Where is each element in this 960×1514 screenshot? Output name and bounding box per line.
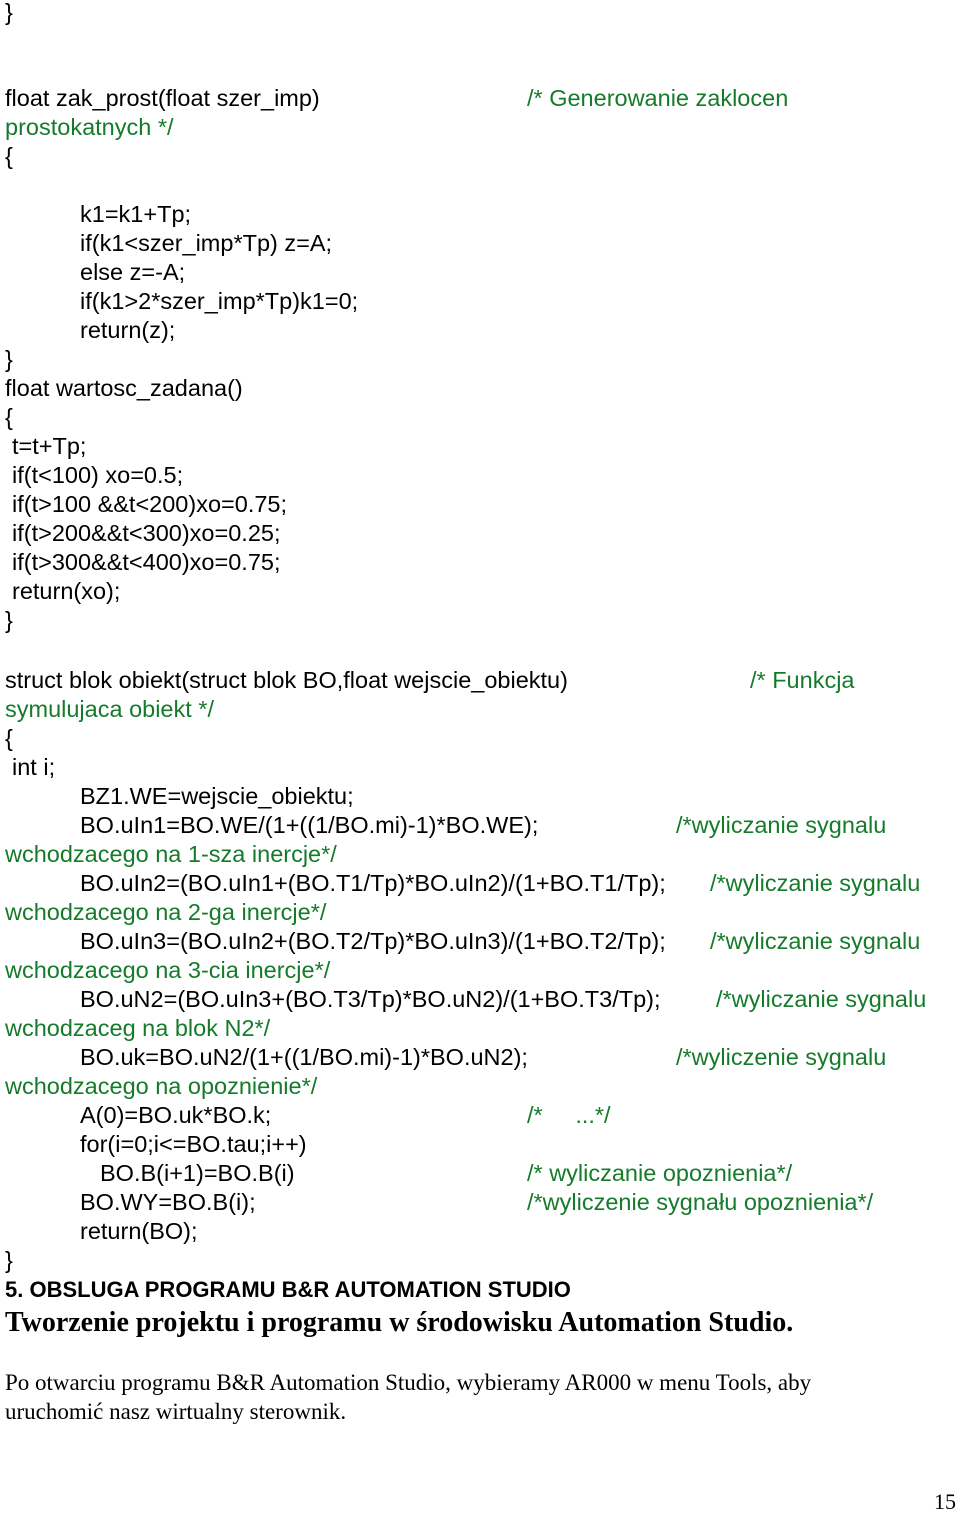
code-comment: /*wyliczanie sygnalu	[676, 812, 887, 838]
code-comment: prostokatnych */	[5, 114, 174, 140]
code-line: BO.WY=BO.B(i);	[80, 1189, 256, 1215]
code-line: if(t>100 &&t<200)xo=0.75;	[12, 491, 288, 517]
code-line: }	[5, 1247, 13, 1273]
code-comment: /*wyliczenie sygnalu	[676, 1044, 887, 1070]
code-comment: /* Funkcja	[750, 667, 855, 693]
code-line: int i;	[12, 754, 56, 780]
code-line: {	[5, 404, 13, 430]
paragraph-line: uruchomić nasz wirtualny sterownik.	[5, 1399, 347, 1424]
code-line: BO.uk=BO.uN2/(1+((1/BO.mi)-1)*BO.uN2);	[80, 1044, 528, 1070]
code-line: }	[5, 607, 13, 633]
code-line: {	[5, 143, 13, 169]
code-line: else z=-A;	[80, 259, 186, 285]
code-line: BO.uIn3=(BO.uIn2+(BO.T2/Tp)*BO.uIn3)/(1+BO.T2/Tp);	[80, 928, 666, 954]
code-line: }	[5, 346, 13, 372]
code-comment: /*wyliczanie sygnalu	[710, 928, 921, 954]
code-line: for(i=0;i<=BO.tau;i++)	[80, 1131, 307, 1157]
code-line: struct blok obiekt(struct blok BO,float wejscie_obiektu)	[5, 667, 568, 693]
code-comment: /* ...*/	[527, 1102, 611, 1128]
code-line: BZ1.WE=wejscie_obiektu;	[80, 783, 354, 809]
code-line: return(z);	[80, 317, 176, 343]
code-line: {	[5, 725, 13, 751]
code-line: BO.uIn1=BO.WE/(1+((1/BO.mi)-1)*BO.WE);	[80, 812, 539, 838]
code-line: float zak_prost(float szer_imp)	[5, 85, 320, 111]
code-comment: /* wyliczanie opoznienia*/	[527, 1160, 793, 1186]
code-comment: /*wyliczenie sygnału opoznienia*/	[527, 1189, 874, 1215]
code-line: k1=k1+Tp;	[80, 201, 192, 227]
page-number: 15	[934, 1489, 956, 1514]
code-comment: wchodzacego na 1-sza inercje*/	[5, 841, 337, 867]
code-comment: wchodzacego na 2-ga inercje*/	[5, 899, 327, 925]
code-comment: wchodzacego na opoznienie*/	[5, 1073, 318, 1099]
code-line: BO.B(i+1)=BO.B(i)	[100, 1160, 295, 1186]
code-comment: symulujaca obiekt */	[5, 696, 214, 722]
code-comment: /*wyliczanie sygnalu	[710, 870, 921, 896]
code-comment: /*wyliczanie sygnalu	[716, 986, 927, 1012]
code-line: return(BO);	[80, 1218, 198, 1244]
code-line: BO.uN2=(BO.uIn3+(BO.T3/Tp)*BO.uN2)/(1+BO.T3/Tp);	[80, 986, 661, 1012]
section-subheading: Tworzenie projektu i programu w środowisku Automation Studio.	[5, 1307, 794, 1338]
code-line: }	[5, 0, 13, 25]
code-comment: /* Generowanie zaklocen	[527, 85, 789, 111]
code-line: float wartosc_zadana()	[5, 375, 243, 401]
code-line: if(t<100) xo=0.5;	[12, 462, 184, 488]
code-line: if(k1>2*szer_imp*Tp)k1=0;	[80, 288, 359, 314]
section-heading: 5. OBSLUGA PROGRAMU B&R AUTOMATION STUDIO	[5, 1277, 571, 1302]
code-comment: wchodzaceg na blok N2*/	[5, 1015, 271, 1041]
code-line: if(t>300&&t<400)xo=0.75;	[12, 549, 281, 575]
code-line: if(k1<szer_imp*Tp) z=A;	[80, 230, 333, 256]
code-line: t=t+Tp;	[12, 433, 87, 459]
code-line: return(xo);	[12, 578, 121, 604]
code-line: if(t>200&&t<300)xo=0.25;	[12, 520, 281, 546]
paragraph-line: Po otwarciu programu B&R Automation Studio, wybieramy AR000 w menu Tools, aby	[5, 1370, 812, 1395]
code-comment: wchodzacego na 3-cia inercje*/	[5, 957, 331, 983]
code-line: A(0)=BO.uk*BO.k;	[80, 1102, 272, 1128]
code-line: BO.uIn2=(BO.uIn1+(BO.T1/Tp)*BO.uIn2)/(1+BO.T1/Tp);	[80, 870, 666, 896]
